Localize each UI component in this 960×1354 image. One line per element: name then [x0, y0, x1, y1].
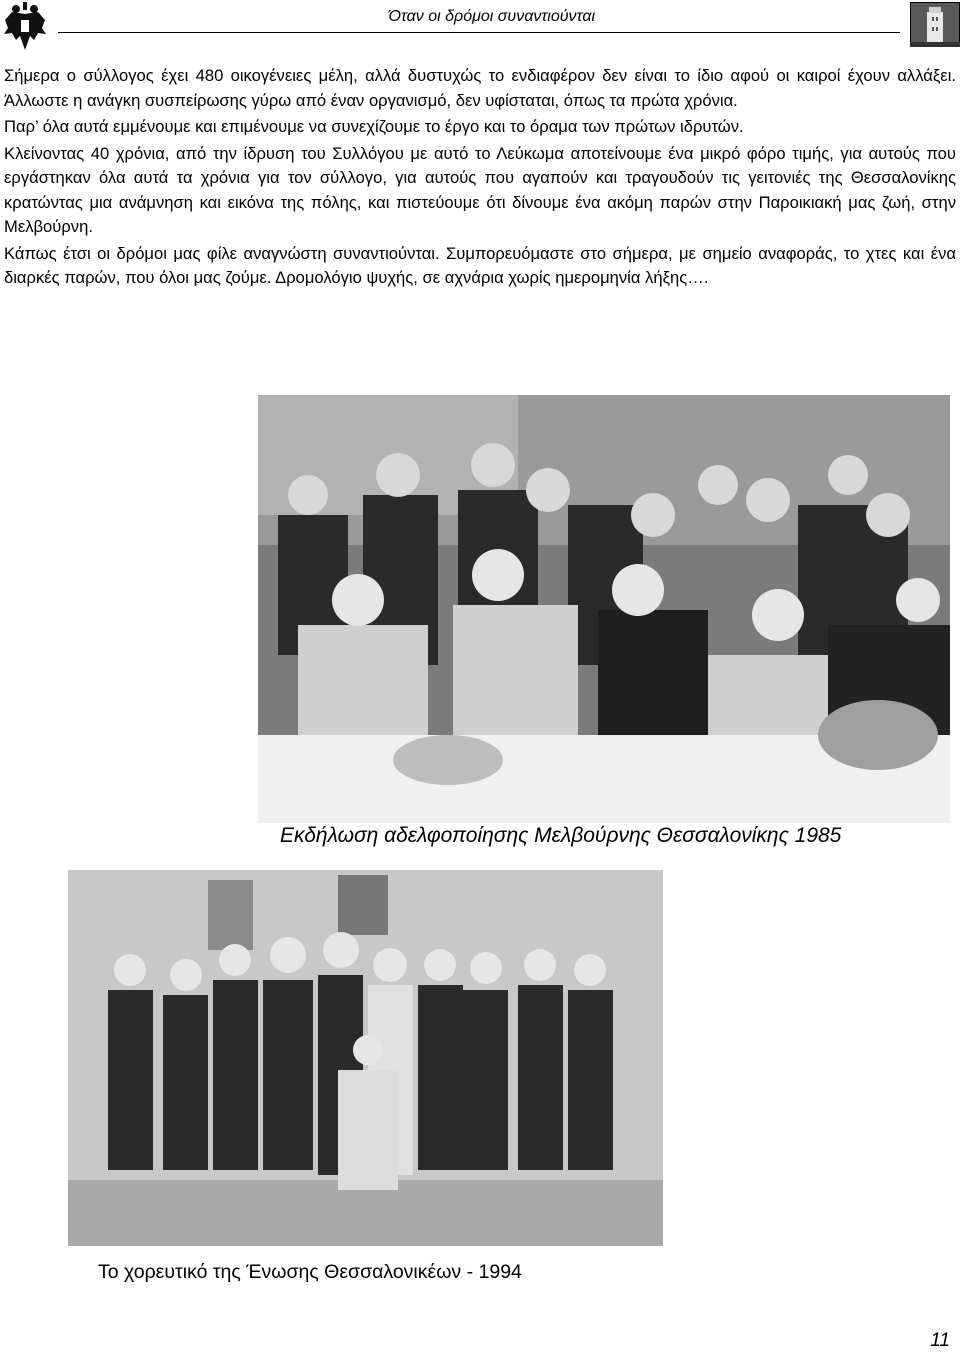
header-right-logo: [910, 2, 960, 47]
paragraph-3: Κλείνοντας 40 χρόνια, από την ίδρυση του Συλλόγου με αυτό το Λεύκωμα αποτείνουμε ένα μικρό φόρο τιμής, για αυτούς που εργάστηκαν όλα αυτά τα χρόνια για τον σύλλογο, για αυτούς που αγαπούν και τραγουδούν τις γειτονιές της Θεσσαλονίκης κρατώντας μια ανάμνηση και εικόνα της πόλης, και πιστεύουμε ότι δίνουμε ένα ακόμη παρών στην Παροικιακή μας ζωή, στην Μελβούρνη.: [4, 143, 956, 236]
header-rule: [58, 32, 900, 33]
dance-group-photo: [68, 870, 663, 1246]
double-headed-eagle-icon: [2, 0, 48, 52]
paragraph-2: Παρ’ όλα αυτά εμμένουμε και επιμένουμε να συνεχίζουμε το έργο και το όραμα των πρώτων ιδρυτών.: [4, 117, 744, 136]
page-title: Όταν οι δρόμοι συναντιούνται: [388, 8, 595, 25]
banquet-group-photo: [258, 395, 950, 823]
page-number: 11: [930, 1330, 950, 1351]
banquet-photo-caption: Εκδήλωση αδελφοποίησης Μελβούρνης Θεσσαλονίκης 1985: [280, 824, 842, 847]
paragraph-1: Σήμερα ο σύλλογος έχει 480 οικογένειες μέλη, αλλά δυστυχώς το ενδιαφέρον δεν είναι το ίδιο αφού οι καιροί έχουν αλλάξει. Άλλωστε η ανάγκη συσπείρωσης γύρω από έναν οργανισμό, δεν υφίσταται, όπως τα πρώτα χρόνια.: [4, 66, 956, 110]
header-left-logo: [2, 0, 48, 52]
white-tower-icon: [910, 2, 960, 47]
paragraph-4: Κάπως έτσι οι δρόμοι μας φίλε αναγνώστη συναντιούνται. Συμπορευόμαστε στο σήμερα, με σημείο αναφοράς, το χτες και ένα διαρκές παρών, που όλοι μας ζούμε. Δρομολόγιο ψυχής, σε αχνάρια χωρίς ημερομηνία λήξης….: [4, 243, 956, 287]
dance-photo-caption: Το χορευτικό της Ένωσης Θεσσαλονικέων - 1994: [98, 1261, 522, 1283]
body-text: [4, 64, 956, 293]
